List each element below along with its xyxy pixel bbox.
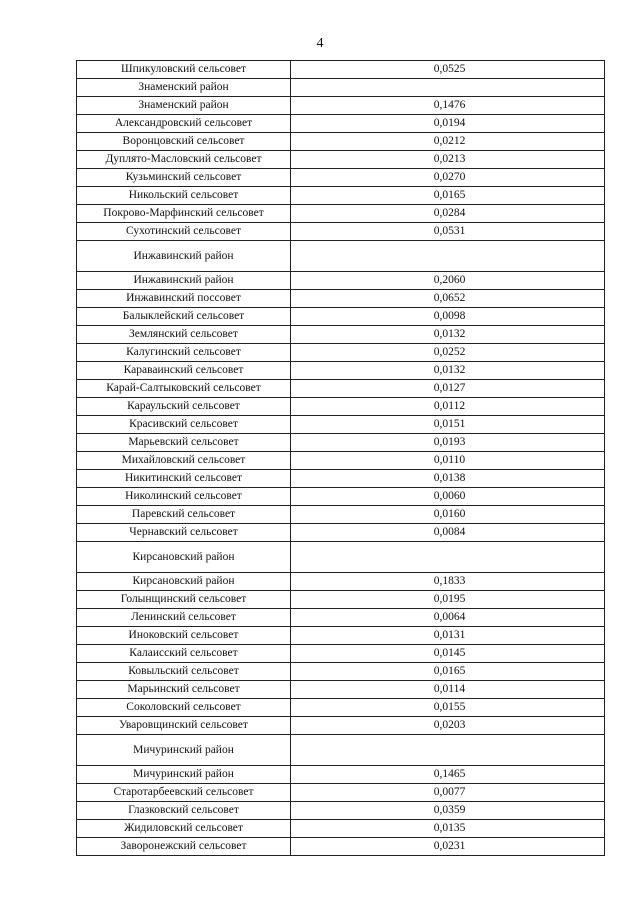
coefficient-value: 0,0098 <box>291 308 605 326</box>
coefficient-value: 0,0203 <box>291 717 605 735</box>
municipality-name: Иноковский сельсовет <box>77 627 291 645</box>
municipality-name: Кузьминский сельсовет <box>77 169 291 187</box>
coefficient-value: 0,0193 <box>291 434 605 452</box>
table-row <box>77 187 605 205</box>
coefficient-value: 0,0112 <box>291 398 605 416</box>
municipality-name: Заворонежский сельсовет <box>77 838 291 856</box>
coefficient-value <box>291 79 605 97</box>
table-row <box>77 573 605 591</box>
municipality-name: Никольский сельсовет <box>77 187 291 205</box>
coefficient-value: 0,0151 <box>291 416 605 434</box>
municipality-name: Чернавский сельсовет <box>77 524 291 542</box>
table-row <box>77 488 605 506</box>
table-row <box>77 133 605 151</box>
municipality-name: Мичуринский район <box>77 766 291 784</box>
coefficient-value: 0,0132 <box>291 326 605 344</box>
table-row <box>77 398 605 416</box>
municipality-name: Марьинский сельсовет <box>77 681 291 699</box>
coefficient-value: 0,0284 <box>291 205 605 223</box>
table-row <box>77 452 605 470</box>
municipality-name: Александровский сельсовет <box>77 115 291 133</box>
table-row <box>77 820 605 838</box>
table-row <box>77 591 605 609</box>
coefficient-value: 0,0060 <box>291 488 605 506</box>
table-row <box>77 506 605 524</box>
table-row <box>77 272 605 290</box>
municipality-name: Голынщинский сельсовет <box>77 591 291 609</box>
table-row <box>77 290 605 308</box>
municipality-name: Паревский сельсовет <box>77 506 291 524</box>
page-number: 4 <box>316 36 324 51</box>
coefficient-value: 0,0127 <box>291 380 605 398</box>
coefficient-value: 0,0195 <box>291 591 605 609</box>
coefficients-table <box>76 60 605 856</box>
coefficient-value: 0,0131 <box>291 627 605 645</box>
table-row <box>77 838 605 856</box>
coefficient-value: 0,0531 <box>291 223 605 241</box>
table-row <box>77 97 605 115</box>
municipality-name: Жидиловский сельсовет <box>77 820 291 838</box>
coefficient-value: 0,0525 <box>291 61 605 79</box>
district-header-row <box>77 542 605 573</box>
coefficient-value: 0,0652 <box>291 290 605 308</box>
coefficient-value <box>291 241 605 272</box>
coefficient-value: 0,0132 <box>291 362 605 380</box>
table-row <box>77 151 605 169</box>
municipality-name: Сухотинский сельсовет <box>77 223 291 241</box>
municipality-name: Никитинский сельсовет <box>77 470 291 488</box>
municipality-name: Балыклейский сельсовет <box>77 308 291 326</box>
municipality-name: Землянский сельсовет <box>77 326 291 344</box>
table-row <box>77 61 605 79</box>
municipality-name: Инжавинский поссовет <box>77 290 291 308</box>
coefficient-value: 0,0077 <box>291 784 605 802</box>
table-row <box>77 645 605 663</box>
municipality-name: Калугинский сельсовет <box>77 344 291 362</box>
district-name: Мичуринский район <box>77 735 291 766</box>
coefficient-value: 0,1833 <box>291 573 605 591</box>
municipality-name: Соколовский сельсовет <box>77 699 291 717</box>
district-name: Кирсановский район <box>77 542 291 573</box>
municipality-name: Глазковский сельсовет <box>77 802 291 820</box>
municipality-name: Карай-Салтыковский сельсовет <box>77 380 291 398</box>
coefficient-value: 0,0110 <box>291 452 605 470</box>
municipality-name: Знаменский район <box>77 97 291 115</box>
municipality-name: Ленинский сельсовет <box>77 609 291 627</box>
coefficient-value: 0,0155 <box>291 699 605 717</box>
table-row <box>77 326 605 344</box>
table-body <box>77 61 605 856</box>
table-row <box>77 380 605 398</box>
coefficient-value: 0,0114 <box>291 681 605 699</box>
municipality-name: Инжавинский район <box>77 272 291 290</box>
coefficient-value: 0,0270 <box>291 169 605 187</box>
coefficient-value: 0,0359 <box>291 802 605 820</box>
table-row <box>77 344 605 362</box>
municipality-name: Покрово-Марфинский сельсовет <box>77 205 291 223</box>
coefficient-value: 0,0064 <box>291 609 605 627</box>
district-name: Инжавинский район <box>77 241 291 272</box>
municipality-name: Караваинский сельсовет <box>77 362 291 380</box>
coefficient-value: 0,0084 <box>291 524 605 542</box>
district-header-row <box>77 79 605 97</box>
table-row <box>77 802 605 820</box>
coefficient-value <box>291 735 605 766</box>
municipality-name: Ковыльский сельсовет <box>77 663 291 681</box>
coefficient-value: 0,0135 <box>291 820 605 838</box>
coefficient-value: 0,0213 <box>291 151 605 169</box>
coefficient-value: 0,0145 <box>291 645 605 663</box>
table-row <box>77 717 605 735</box>
coefficient-value: 0,0194 <box>291 115 605 133</box>
district-name: Знаменский район <box>77 79 291 97</box>
coefficient-value: 0,0212 <box>291 133 605 151</box>
table-row <box>77 434 605 452</box>
table-row <box>77 115 605 133</box>
table-row <box>77 766 605 784</box>
municipality-name: Кирсановский район <box>77 573 291 591</box>
table-row <box>77 362 605 380</box>
coefficient-value: 0,2060 <box>291 272 605 290</box>
table-row <box>77 308 605 326</box>
municipality-name: Уваровщинский сельсовет <box>77 717 291 735</box>
table-row <box>77 609 605 627</box>
coefficient-value <box>291 542 605 573</box>
municipality-name: Караульский сельсовет <box>77 398 291 416</box>
table-row <box>77 169 605 187</box>
table-row <box>77 223 605 241</box>
municipality-name: Калаисский сельсовет <box>77 645 291 663</box>
table-row <box>77 681 605 699</box>
table-row <box>77 663 605 681</box>
municipality-name: Дуплято-Масловский сельсовет <box>77 151 291 169</box>
coefficient-value: 0,0165 <box>291 663 605 681</box>
table-row <box>77 470 605 488</box>
table-row <box>77 416 605 434</box>
coefficient-value: 0,1476 <box>291 97 605 115</box>
municipality-name: Шпикуловский сельсовет <box>77 61 291 79</box>
table-row <box>77 205 605 223</box>
district-header-row <box>77 241 605 272</box>
district-header-row <box>77 735 605 766</box>
table-row <box>77 524 605 542</box>
coefficient-value: 0,0160 <box>291 506 605 524</box>
municipality-name: Марьевский сельсовет <box>77 434 291 452</box>
municipality-name: Михайловский сельсовет <box>77 452 291 470</box>
coefficient-value: 0,0165 <box>291 187 605 205</box>
municipality-name: Николинский сельсовет <box>77 488 291 506</box>
table-row <box>77 784 605 802</box>
coefficient-value: 0,0231 <box>291 838 605 856</box>
municipality-name: Воронцовский сельсовет <box>77 133 291 151</box>
table-row <box>77 699 605 717</box>
coefficient-value: 0,0252 <box>291 344 605 362</box>
coefficient-value: 0,1465 <box>291 766 605 784</box>
coefficient-value: 0,0138 <box>291 470 605 488</box>
table-row <box>77 627 605 645</box>
municipality-name: Старотарбеевский сельсовет <box>77 784 291 802</box>
municipality-name: Красивский сельсовет <box>77 416 291 434</box>
